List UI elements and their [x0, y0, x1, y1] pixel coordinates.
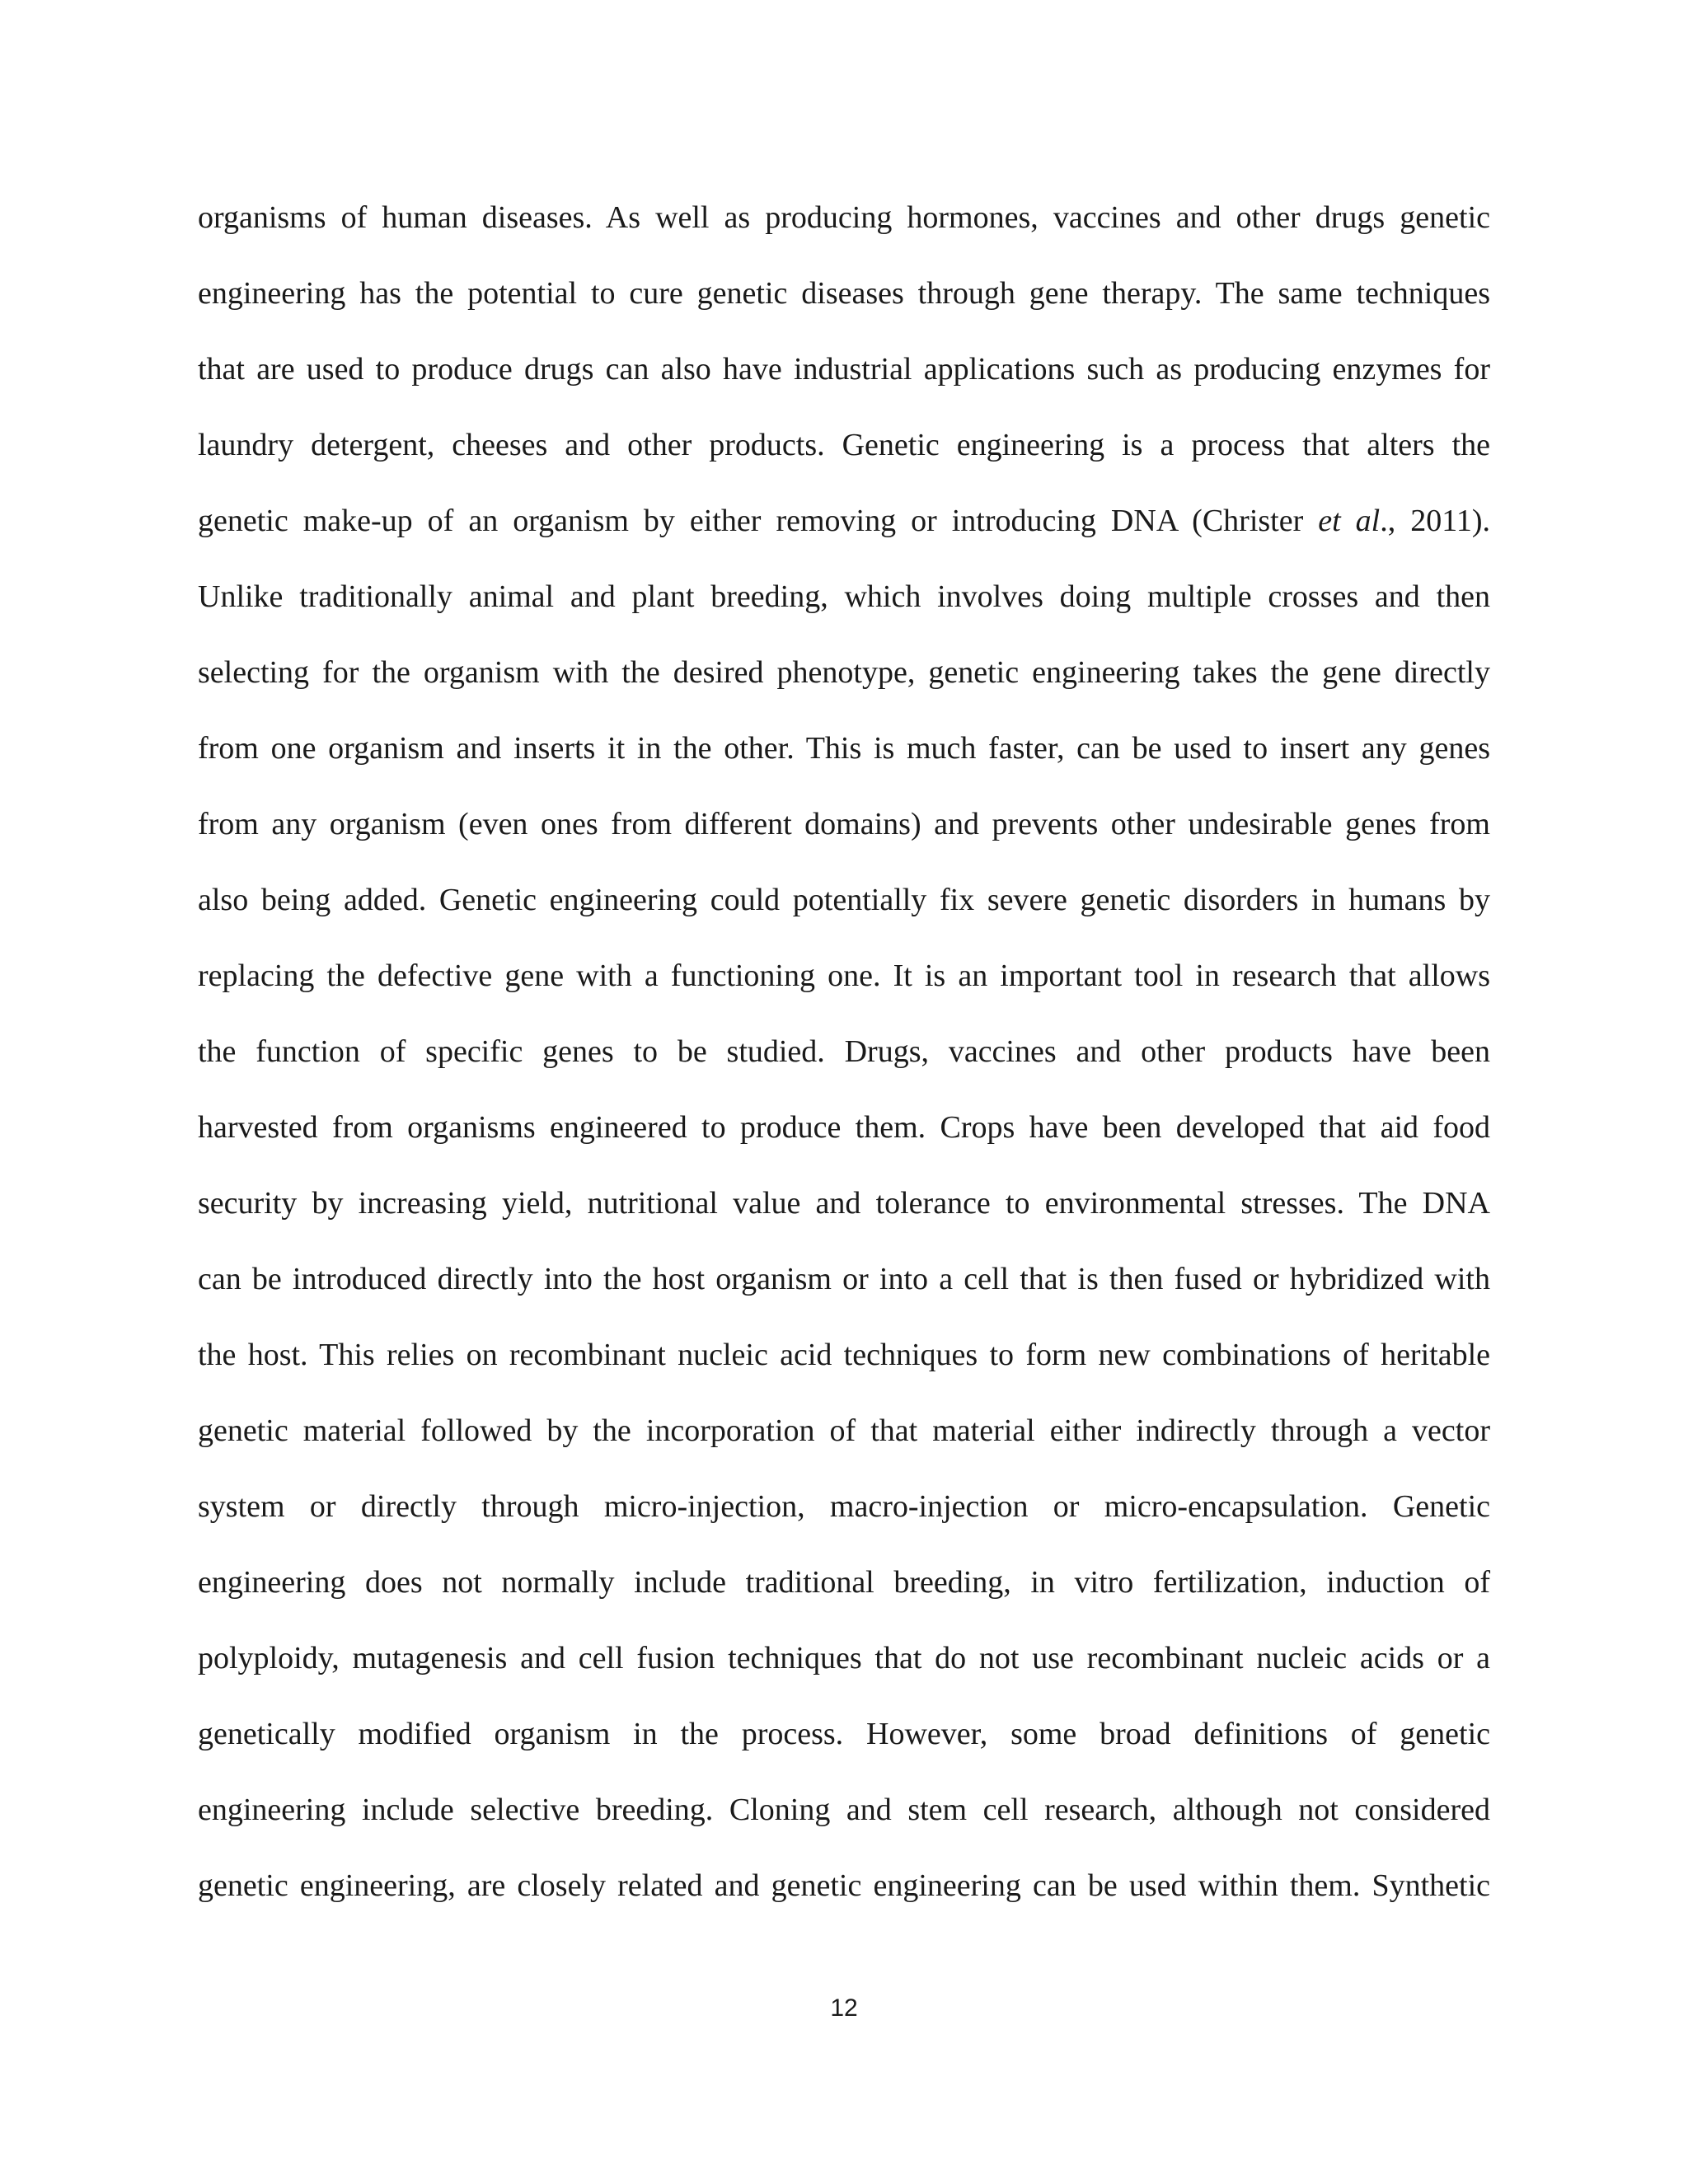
text-line: engineering include selective breeding. Cloning and stem cell research, although not considered — [198, 1793, 1490, 1827]
text-line: Unlike traditionally animal and plant breeding, which involves doing multiple crosses and then — [198, 579, 1490, 614]
text-line: genetically modified organism in the process. However, some broad definitions of genetic — [198, 1717, 1490, 1751]
text-line: genetic material followed by the incorporation of that material either indirectly through a vector — [198, 1413, 1490, 1448]
text-line: laundry detergent, cheeses and other products. Genetic engineering is a process that alters the — [198, 428, 1490, 462]
text-line: can be introduced directly into the host organism or into a cell that is then fused or hybridized with — [198, 1262, 1490, 1296]
text-line: engineering has the potential to cure genetic diseases through gene therapy. The same techniques — [198, 276, 1490, 311]
citation-tail: ., 2011). — [1380, 504, 1490, 538]
text-line: the host. This relies on recombinant nucleic acid techniques to form new combinations of heritable — [198, 1338, 1490, 1372]
text-line-citation — [198, 494, 1490, 569]
text-line: replacing the defective gene with a functioning one. It is an important tool in research that allows — [198, 958, 1490, 993]
page-number: 12 — [830, 1994, 858, 2022]
text-line: that are used to produce drugs can also have industrial applications such as producing enzymes for — [198, 352, 1490, 387]
body-paragraph — [198, 190, 1490, 1934]
text-line-citation-lead: genetic make-up of an organism by either removing or introducing DNA (Christer — [198, 504, 1319, 538]
text-line: engineering does not normally include traditional breeding, in vitro fertilization, induction of — [198, 1565, 1490, 1600]
text-line: polyploidy, mutagenesis and cell fusion techniques that do not use recombinant nucleic acids or a — [198, 1641, 1490, 1675]
text-line: security by increasing yield, nutritional value and tolerance to environmental stresses. The DNA — [198, 1186, 1490, 1221]
text-line: genetic engineering, are closely related and genetic engineering can be used within them. Synthetic — [198, 1868, 1490, 1903]
text-line: from one organism and inserts it in the other. This is much faster, can be used to insert any genes — [198, 731, 1490, 766]
text-line: selecting for the organism with the desired phenotype, genetic engineering takes the gene directly — [198, 655, 1490, 690]
text-line: harvested from organisms engineered to produce them. Crops have been developed that aid food — [198, 1110, 1490, 1145]
text-line: the function of specific genes to be studied. Drugs, vaccines and other products have been — [198, 1034, 1490, 1069]
text-line: also being added. Genetic engineering could potentially fix severe genetic disorders in humans by — [198, 883, 1490, 917]
text-line: system or directly through micro-injection, macro-injection or micro-encapsulation. Genetic — [198, 1489, 1490, 1524]
text-line: from any organism (even ones from different domains) and prevents other undesirable genes from — [198, 807, 1490, 841]
citation-italic: et al — [1318, 504, 1381, 538]
text-line: organisms of human diseases. As well as producing hormones, vaccines and other drugs genetic — [198, 200, 1490, 235]
